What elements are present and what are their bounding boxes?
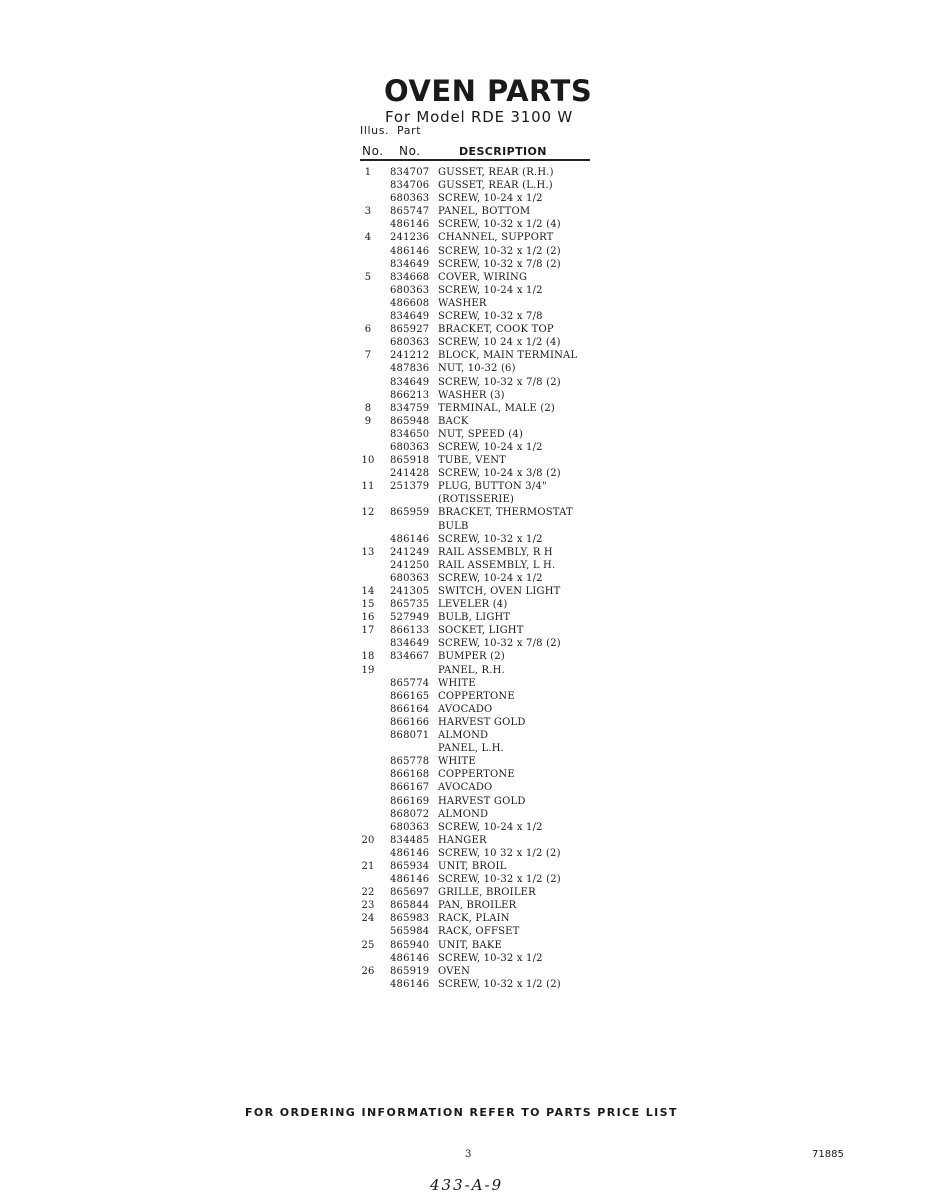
part-description: RAIL ASSEMBLY, R H <box>438 546 553 558</box>
part-number: 680363 <box>390 193 430 205</box>
parts-row <box>356 192 596 205</box>
parts-row <box>356 677 596 690</box>
parts-row <box>356 690 596 703</box>
parts-row <box>356 467 596 480</box>
part-number: 834649 <box>390 311 430 323</box>
parts-row <box>356 664 596 677</box>
illus-number: 9 <box>364 415 372 427</box>
illus-number: 24 <box>361 913 375 925</box>
part-number: 680363 <box>390 284 430 296</box>
parts-row <box>356 454 596 467</box>
part-number: 834706 <box>390 180 430 192</box>
illus-number: 5 <box>364 271 372 283</box>
parts-row <box>356 559 596 572</box>
parts-row <box>356 834 596 847</box>
part-description: SCREW, 10-24 x 1/2 <box>438 441 543 453</box>
part-number: 834649 <box>390 638 430 650</box>
parts-row <box>356 415 596 428</box>
part-number: 680363 <box>390 337 430 349</box>
part-description: WASHER <box>438 297 487 309</box>
parts-row <box>356 218 596 231</box>
part-number: 866164 <box>390 703 430 715</box>
part-description: BLOCK, MAIN TERMINAL <box>438 350 578 362</box>
parts-row <box>356 821 596 834</box>
part-number: 527949 <box>390 612 430 624</box>
ordering-note: FOR ORDERING INFORMATION REFER TO PARTS PRICE LIST <box>245 1106 678 1119</box>
parts-row <box>356 520 596 533</box>
column-header-part: Part <box>397 124 422 137</box>
parts-row <box>356 271 596 284</box>
part-description: COPPERTONE <box>438 769 515 781</box>
parts-row <box>356 546 596 559</box>
parts-row <box>356 258 596 271</box>
part-description: OVEN <box>438 965 471 977</box>
part-number: 865735 <box>390 599 430 611</box>
parts-row <box>356 637 596 650</box>
part-description: HANGER <box>438 834 487 846</box>
part-description: BACK <box>438 415 469 427</box>
part-number: 834707 <box>390 167 430 178</box>
illus-number: 17 <box>361 625 375 637</box>
page-title: OVEN PARTS <box>384 74 593 108</box>
part-number: 486146 <box>390 219 430 231</box>
illus-number: 6 <box>364 324 372 336</box>
part-number: 251379 <box>390 481 430 493</box>
illus-number: 26 <box>361 965 375 977</box>
part-number: 834485 <box>390 834 430 846</box>
part-description: GUSSET, REAR (R.H.) <box>438 167 554 178</box>
part-description: SCREW, 10-32 x 1/2 (4) <box>438 219 561 231</box>
part-description: BULB <box>438 520 469 532</box>
parts-row <box>356 650 596 663</box>
part-description: AVOCADO <box>438 703 493 715</box>
illus-number: 20 <box>361 834 375 846</box>
parts-row <box>356 493 596 506</box>
part-number: 865919 <box>390 965 430 977</box>
part-description: SCREW, 10-32 x 1/2 (2) <box>438 245 561 257</box>
part-description: RAIL ASSEMBLY, L H. <box>438 559 556 571</box>
part-number: 486146 <box>390 847 430 859</box>
parts-row <box>356 781 596 794</box>
part-number: 866167 <box>390 782 430 794</box>
part-description: RACK, OFFSET <box>438 926 520 938</box>
parts-row <box>356 231 596 244</box>
part-description: GRILLE, BROILER <box>438 887 536 899</box>
part-description: BRACKET, COOK TOP <box>438 324 554 336</box>
parts-row <box>356 402 596 415</box>
parts-row <box>356 323 596 336</box>
part-description: TERMINAL, MALE (2) <box>438 402 556 414</box>
part-description: SOCKET, LIGHT <box>438 625 524 637</box>
parts-row <box>356 912 596 925</box>
part-number: 865940 <box>390 939 430 951</box>
part-description: SCREW, 10-32 x 7/8 <box>438 311 543 323</box>
illus-number: 23 <box>361 900 375 912</box>
part-description: CHANNEL, SUPPORT <box>438 232 554 244</box>
part-number: 241236 <box>390 232 430 244</box>
part-description: BULB, LIGHT <box>438 612 511 624</box>
part-number: 866165 <box>390 690 430 702</box>
parts-row <box>356 703 596 716</box>
document-number: 71885 <box>812 1149 844 1160</box>
parts-row <box>356 349 596 362</box>
part-description: (ROTISSERIE) <box>438 494 515 506</box>
part-description: SCREW, 10-32 x 7/8 (2) <box>438 638 561 650</box>
part-description: PANEL, BOTTOM <box>438 206 531 218</box>
part-description: SCREW, 10-24 x 1/2 <box>438 821 543 833</box>
part-description: COPPERTONE <box>438 690 515 702</box>
part-number: 865948 <box>390 415 430 427</box>
illus-number: 22 <box>361 887 375 899</box>
parts-row <box>356 742 596 755</box>
parts-row <box>356 284 596 297</box>
part-description: HARVEST GOLD <box>438 716 526 728</box>
parts-row <box>356 205 596 218</box>
parts-row <box>356 336 596 349</box>
part-number: 834668 <box>390 271 430 283</box>
parts-row <box>356 441 596 454</box>
part-description: WHITE <box>438 677 476 689</box>
part-description: COVER, WIRING <box>438 271 528 283</box>
illus-number: 10 <box>361 455 375 467</box>
part-number: 486146 <box>390 874 430 886</box>
part-number: 865934 <box>390 860 430 872</box>
part-number: 865844 <box>390 900 430 912</box>
part-number: 834759 <box>390 402 430 414</box>
part-description: HARVEST GOLD <box>438 795 526 807</box>
parts-row <box>356 899 596 912</box>
part-number: 487836 <box>390 363 430 375</box>
parts-row <box>356 624 596 637</box>
header-divider <box>360 159 590 161</box>
illus-number: 12 <box>361 507 375 519</box>
part-description: RACK, PLAIN <box>438 913 510 925</box>
part-description: SCREW, 10-32 x 1/2 <box>438 952 543 964</box>
part-number: 486146 <box>390 245 430 257</box>
part-number: 241249 <box>390 546 430 558</box>
parts-row <box>356 310 596 323</box>
part-number: 865774 <box>390 677 430 689</box>
parts-row <box>356 362 596 375</box>
illus-number: 18 <box>361 651 375 663</box>
parts-row <box>356 847 596 860</box>
parts-row <box>356 166 596 179</box>
parts-row <box>356 179 596 192</box>
parts-row <box>356 860 596 873</box>
part-number: 865778 <box>390 756 430 768</box>
part-number: 868071 <box>390 730 430 742</box>
column-header-illus: Illus. <box>360 124 390 137</box>
part-number: 241428 <box>390 468 430 480</box>
part-description: TUBE, VENT <box>438 455 507 467</box>
column-header-description: DESCRIPTION <box>459 145 547 158</box>
part-number: 865983 <box>390 913 430 925</box>
part-description: UNIT, BROIL <box>438 860 507 872</box>
parts-row <box>356 965 596 978</box>
parts-row <box>356 873 596 886</box>
parts-row <box>356 939 596 952</box>
illus-number: 7 <box>364 350 372 362</box>
part-description: BUMPER (2) <box>438 651 505 663</box>
illus-number: 25 <box>361 939 375 951</box>
part-description: BRACKET, THERMOSTAT <box>438 507 573 519</box>
part-description: WASHER (3) <box>438 389 505 401</box>
part-number: 865959 <box>390 507 430 519</box>
part-description: PANEL, R.H. <box>438 664 505 676</box>
part-description: SCREW, 10-32 x 7/8 (2) <box>438 258 561 270</box>
parts-row <box>356 925 596 938</box>
part-number: 241305 <box>390 586 430 597</box>
parts-row <box>356 533 596 546</box>
part-number: 680363 <box>390 572 430 584</box>
parts-row <box>356 480 596 493</box>
part-number: 486608 <box>390 297 430 309</box>
parts-row <box>356 952 596 965</box>
part-number: 866133 <box>390 625 430 637</box>
parts-row <box>356 572 596 585</box>
part-description: SCREW, 10 24 x 1/2 (4) <box>438 337 561 349</box>
illus-number: 21 <box>361 860 375 872</box>
illus-number: 16 <box>361 612 375 624</box>
part-number: 865697 <box>390 887 430 899</box>
part-description: NUT, 10-32 (6) <box>438 363 516 375</box>
parts-row <box>356 978 596 991</box>
parts-row <box>356 428 596 441</box>
parts-row <box>356 755 596 768</box>
page-number: 3 <box>465 1149 472 1160</box>
illus-number: 4 <box>364 232 372 244</box>
part-number: 834649 <box>390 376 430 388</box>
part-description: SWITCH, OVEN LIGHT <box>438 586 561 597</box>
part-description: AVOCADO <box>438 782 493 794</box>
illus-number: 19 <box>361 664 375 676</box>
part-number: 866213 <box>390 389 430 401</box>
parts-row <box>356 729 596 742</box>
parts-list <box>356 166 596 991</box>
part-number: 680363 <box>390 441 430 453</box>
part-number: 865747 <box>390 206 430 218</box>
parts-row <box>356 808 596 821</box>
parts-row <box>356 297 596 310</box>
parts-row <box>356 389 596 402</box>
part-description: PAN, BROILER <box>438 900 517 912</box>
part-number: 868072 <box>390 808 430 820</box>
column-header-part-no: No. <box>399 144 421 158</box>
part-number: 834649 <box>390 258 430 270</box>
parts-row <box>356 768 596 781</box>
parts-row <box>356 585 596 598</box>
illus-number: 3 <box>364 206 372 218</box>
illus-number: 11 <box>361 481 375 493</box>
parts-row <box>356 611 596 624</box>
illus-number: 14 <box>361 586 375 597</box>
illus-number: 8 <box>364 402 372 414</box>
part-number: 834667 <box>390 651 430 663</box>
parts-row <box>356 886 596 899</box>
handwritten-code: 433-A-9 <box>430 1176 504 1194</box>
part-number: 565984 <box>390 926 430 938</box>
illus-number: 1 <box>364 167 372 178</box>
part-number: 866166 <box>390 716 430 728</box>
part-description: SCREW, 10-24 x 1/2 <box>438 572 543 584</box>
parts-row <box>356 598 596 611</box>
part-description: PLUG, BUTTON 3/4" <box>438 481 547 493</box>
part-description: SCREW, 10-24 x 1/2 <box>438 193 543 205</box>
part-number: 486146 <box>390 978 430 990</box>
part-number: 680363 <box>390 821 430 833</box>
parts-row <box>356 795 596 808</box>
part-number: 486146 <box>390 952 430 964</box>
part-description: LEVELER (4) <box>438 599 508 611</box>
part-description: UNIT, BAKE <box>438 939 503 951</box>
part-description: SCREW, 10-32 x 1/2 <box>438 533 543 545</box>
part-description: SCREW, 10-32 x 7/8 (2) <box>438 376 561 388</box>
part-number: 866168 <box>390 769 430 781</box>
parts-row <box>356 245 596 258</box>
part-description: ALMOND <box>438 808 489 820</box>
parts-row <box>356 506 596 519</box>
part-description: SCREW, 10-24 x 1/2 <box>438 284 543 296</box>
parts-row <box>356 716 596 729</box>
part-description: SCREW, 10-32 x 1/2 (2) <box>438 978 561 990</box>
part-number: 486146 <box>390 533 430 545</box>
part-description: SCREW, 10-32 x 1/2 (2) <box>438 874 561 886</box>
parts-row <box>356 376 596 389</box>
part-description: SCREW, 10 32 x 1/2 (2) <box>438 847 561 859</box>
part-description: GUSSET, REAR (L.H.) <box>438 180 553 192</box>
part-number: 865918 <box>390 455 430 467</box>
illus-number: 13 <box>361 546 375 558</box>
column-header-illus-no: No. <box>362 144 384 158</box>
part-description: WHITE <box>438 756 476 768</box>
part-description: PANEL, L.H. <box>438 743 504 755</box>
part-number: 834650 <box>390 428 430 440</box>
part-number: 866169 <box>390 795 430 807</box>
part-number: 865927 <box>390 324 430 336</box>
illus-number: 15 <box>361 599 375 611</box>
part-number: 241250 <box>390 559 430 571</box>
model-subtitle: For Model RDE 3100 W <box>385 108 574 126</box>
part-number: 241212 <box>390 350 430 362</box>
part-description: SCREW, 10-24 x 3/8 (2) <box>438 468 561 480</box>
part-description: ALMOND <box>438 730 489 742</box>
part-description: NUT, SPEED (4) <box>438 428 524 440</box>
